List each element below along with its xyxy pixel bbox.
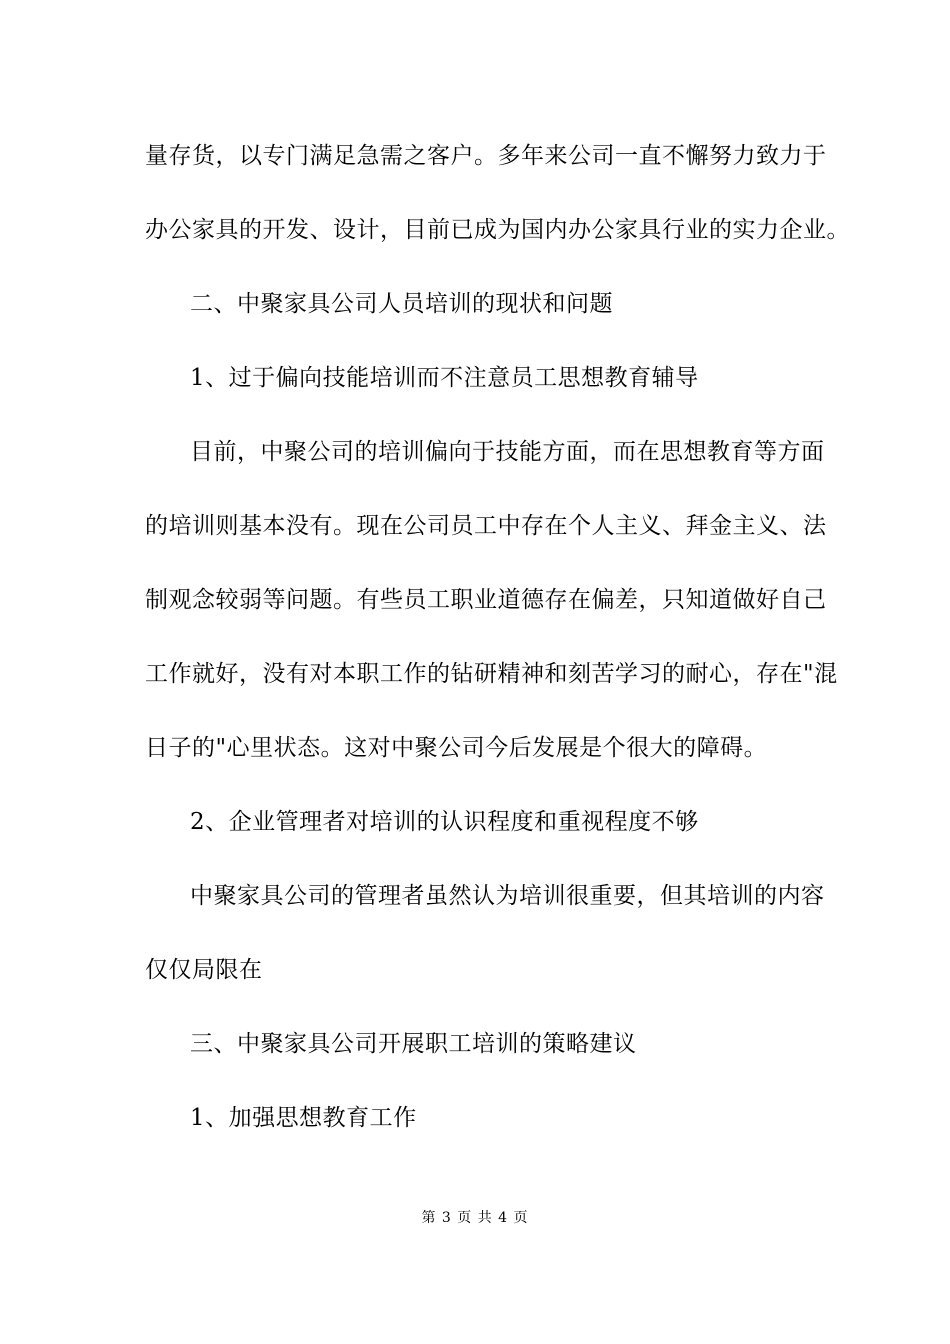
subsection-heading: 2、企业管理者对培训的认识程度和重视程度不够 <box>190 809 699 835</box>
subsection-heading: 1、加强思想教育工作 <box>190 1105 417 1131</box>
paragraph-line: 中聚家具公司的管理者虽然认为培训很重要，但其培训的内容 <box>190 883 825 909</box>
section-heading: 三、中聚家具公司开展职工培训的策略建议 <box>190 1031 637 1057</box>
subsection-heading: 1、过于偏向技能培训而不注意员工思想教育辅导 <box>190 365 699 391</box>
paragraph-line: 日子的"心里状态。这对中聚公司今后发展是个很大的障碍。 <box>145 735 768 761</box>
paragraph-line: 工作就好，没有对本职工作的钻研精神和刻苦学习的耐心，存在"混 <box>145 661 838 687</box>
paragraph-line: 量存货，以专门满足急需之客户。多年来公司一直不懈努力致力于 <box>145 143 827 169</box>
paragraph-line: 制观念较弱等问题。有些员工职业道德存在偏差，只知道做好自己 <box>145 587 827 613</box>
paragraph-line: 仅仅局限在 <box>145 957 263 983</box>
page-number-footer: 第 3 页 共 4 页 <box>421 1210 529 1226</box>
section-heading: 二、中聚家具公司人员培训的现状和问题 <box>190 291 613 317</box>
paragraph-line: 目前，中聚公司的培训偏向于技能方面，而在思想教育等方面 <box>190 439 825 465</box>
paragraph-line: 的培训则基本没有。现在公司员工中存在个人主义、拜金主义、法 <box>145 513 827 539</box>
paragraph-line: 办公家具的开发、设计，目前已成为国内办公家具行业的实力企业。 <box>145 217 850 243</box>
